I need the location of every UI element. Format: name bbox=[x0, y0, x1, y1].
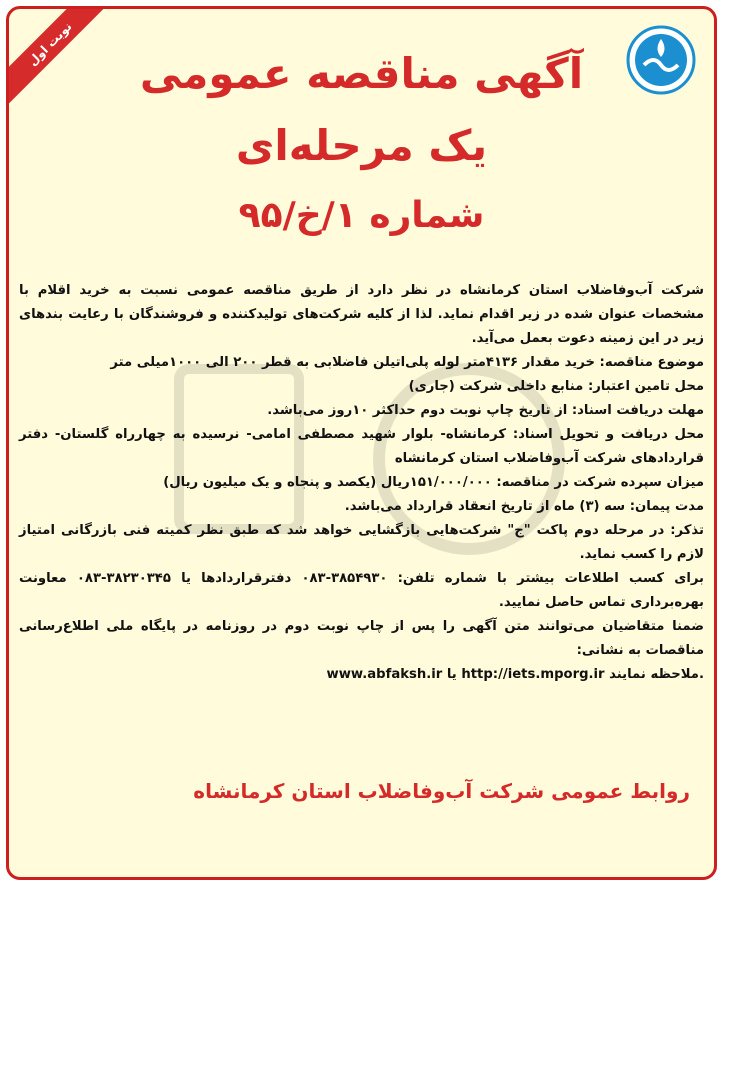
notice-card bbox=[6, 6, 717, 880]
url-line bbox=[19, 663, 704, 687]
notice-body bbox=[19, 279, 704, 687]
subject-line: موضوع مناقصه: خرید مقدار ۴۱۳۶متر لوله پلی‌اتیلن فاضلابی به قطر ۲۰۰ الی ۱۰۰۰میلی متر bbox=[110, 355, 704, 370]
deadline-line: مهلت دریافت اسناد: از تاریخ چاپ نوبت دوم حداکثر ۱۰روز می‌باشد. bbox=[267, 403, 704, 418]
tender-number: شماره ۱/خ/۹۵ bbox=[238, 195, 485, 236]
url-separator: یا bbox=[446, 667, 457, 682]
first-issue-ribbon: نوبت اول bbox=[6, 6, 112, 106]
title-line-2: یک مرحله‌ای bbox=[235, 121, 488, 170]
contract-duration-line: مدت پیمان: سه (۳) ماه از تاریخ انعقاد قرارداد می‌باشد. bbox=[344, 499, 704, 514]
location-line: محل دریافت و تحویل اسناد: کرمانشاه- بلوار شهید مصطفی امامی- نرسیده به چهارراه گلستان- دفتر قراردادهای شرکت آب‌وفاضلاب استان کرمانشاه bbox=[19, 427, 704, 466]
portal-line: ضمنا متقاضیان می‌توانند متن آگهی را پس از چاپ نوبت دوم در روزنامه در پایگاه ملی اطلاع‌رسانی مناقصات به نشانی: bbox=[19, 619, 704, 658]
funding-line: محل تامین اعتبار: منابع داخلی شرکت (جاری) bbox=[408, 379, 704, 394]
note-line: تذکر: در مرحله دوم پاکت "ج" شرکت‌هایی بازگشایی خواهد شد که طبق نظر کمیته فنی بازرگانی امتیاز لازم را کسب نماید. bbox=[19, 523, 704, 562]
intro-paragraph: شرکت آب‌وفاضلاب استان کرمانشاه در نظر دارد از طریق مناقصه عمومی نسبت به خرید اقلام با مشخصات عنوان شده در زیر اقدام نماید. لذا از کلیه شرکت‌های تولیدکننده و فروشندگان با رعایت بندهای زیر در این زمینه دعوت بعمل می‌آید. bbox=[19, 283, 704, 346]
contact-line: برای کسب اطلاعات بیشتر با شماره تلفن: ۳۸۵۴۹۳۰-۰۸۳ دفترقراردادها یا ۳۸۲۳۰۳۴۵-۰۸۳ معاونت بهره‌برداری تماس حاصل نمایید. bbox=[19, 571, 704, 610]
website-link-1[interactable]: www.abfaksh.ir bbox=[326, 667, 443, 682]
website-link-2[interactable]: http://iets.mporg.ir bbox=[461, 667, 605, 682]
deposit-line: میزان سپرده شرکت در مناقصه: ۱۵۱/۰۰۰/۰۰۰ریال (یکصد و پنجاه و یک میلیون ریال) bbox=[163, 475, 704, 490]
title-line-1: آگهی مناقصه عمومی bbox=[139, 49, 584, 98]
public-relations-signature: روابط عمومی شرکت آب‌وفاضلاب استان کرمانشاه bbox=[193, 779, 690, 803]
url-tail: ملاحظه نمایند. bbox=[609, 667, 704, 682]
